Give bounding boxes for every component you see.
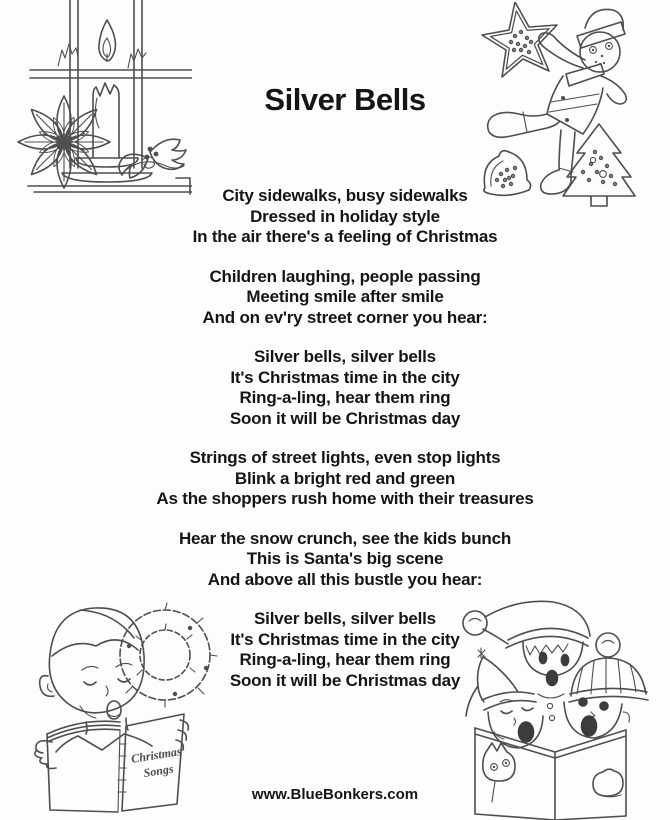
left-hand [35, 741, 56, 769]
closed-eye [501, 711, 512, 714]
website-url: www.BlueBonkers.com [251, 786, 419, 803]
stanza-1 [15, 186, 670, 248]
lyric-line: Strings of street lights, even stop lights [189, 448, 501, 467]
lyric-line: As the shoppers rush home with their treasures [156, 489, 534, 508]
lyric-line: It's Christmas time in the city [230, 367, 460, 387]
lyrics-block [15, 186, 670, 710]
star-cookie-icon [482, 2, 557, 77]
carolers-book [475, 728, 626, 820]
lyric-line: It's Christmas time in the city [230, 629, 460, 649]
stanza-2 [15, 267, 670, 329]
lyric-line: Meeting smile after smile [246, 287, 444, 306]
candle-dish-icon [62, 158, 152, 182]
lyric-line: And above all this bustle you hear: [207, 569, 483, 589]
lyric-line: Children laughing, people passing [209, 266, 481, 286]
page-title: Silver Bells [264, 82, 426, 117]
lyric-line: Dressed in holiday style [250, 206, 440, 226]
singing-mouth [582, 716, 597, 736]
stanza-3-chorus [15, 347, 670, 429]
lyric-line: Ring-a-ling, hear them ring [239, 388, 451, 407]
book-cover-title-line1: Christmas [130, 744, 183, 766]
lyric-line: Ring-a-ling, hear them ring [239, 650, 451, 669]
stanza-4 [15, 448, 670, 510]
stanza-6-chorus [15, 609, 670, 691]
lyric-line: Hear the snow crunch, see the kids bunch [178, 528, 512, 548]
singing-mouth [519, 722, 534, 742]
lyric-line: Silver bells, silver bells [254, 609, 436, 628]
book-cover-title-line2: Songs [142, 761, 175, 781]
lyric-line: Blink a bright red and green [234, 468, 456, 488]
lyric-line: And on ev'ry street corner you hear: [202, 307, 488, 327]
stanza-5 [15, 529, 670, 591]
lyric-line: Soon it will be Christmas day [229, 670, 461, 690]
lyric-line: In the air there's a feeling of Christmas [192, 227, 498, 246]
lyric-line: Soon it will be Christmas day [229, 408, 461, 428]
lyric-line: City sidewalks, busy sidewalks [222, 186, 468, 205]
lyric-line: This is Santa's big scene [246, 549, 444, 568]
lyric-line: Silver bells, silver bells [254, 347, 436, 366]
